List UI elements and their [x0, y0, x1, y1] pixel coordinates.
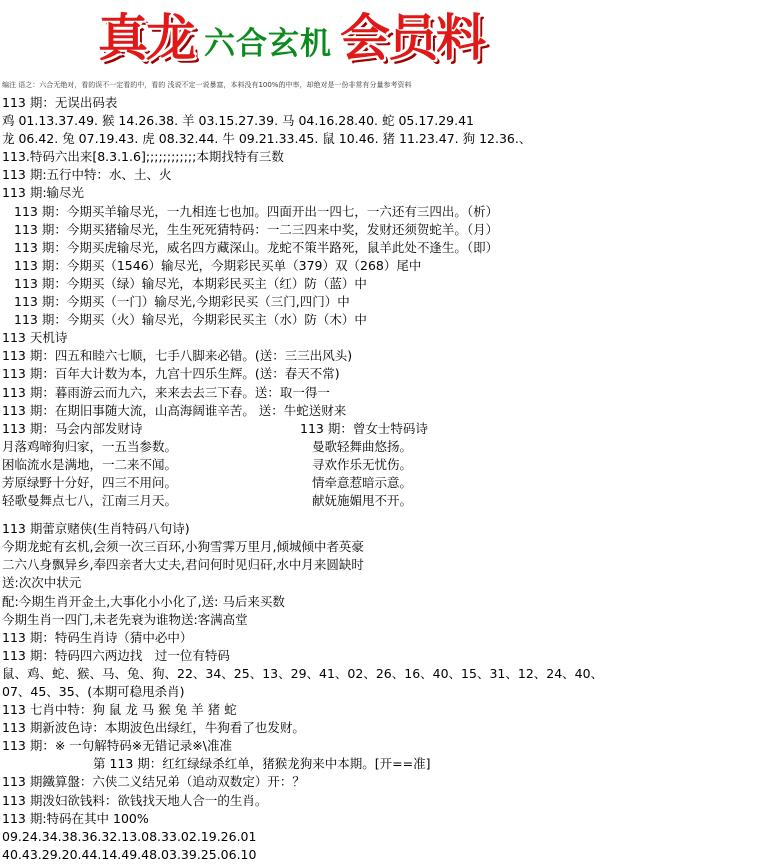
text-line: 113 期泼妇欲钱料：欲钱找天地人合一的生肖。 [2, 792, 268, 808]
text-line: 113 期：今期买（火）输尽光，今期彩民买主（水）防（木）中 [14, 312, 367, 328]
text-line: 113 期:五行中特：水、土、火 [2, 167, 172, 183]
article-body [2, 94, 772, 864]
text-line: 113 期：今期买（一门）输尽光,今期彩民买（三门,四门）中 [14, 294, 350, 310]
poem-left-line: 月落鸡啼狗归家，一五当参数。 [2, 438, 178, 454]
text-line: 配:今期生肖开金土,大事化小小化了,送: 马后来买数 [2, 593, 285, 609]
poem-left-line: 轻歌曼舞点七八，江南三月天。 [2, 493, 178, 509]
poem-right-line: 113 期：曾女士特码诗 [300, 420, 428, 436]
text-line: 鸡 01.13.37.49. 猴 14.26.38. 羊 03.15.27.39. 马 04.16.28.40. 蛇 05.17.29.41 [2, 113, 474, 129]
text-line: 113 期：今期买（绿）输尽光，本期彩民买主（红）防（蓝）中 [14, 275, 367, 291]
poem-right-line: 寻欢作乐无忧伤。 [312, 456, 413, 472]
text-line: 113 期：无误出码表 [2, 95, 118, 110]
text-line: 113 期:输尽光 [2, 185, 85, 201]
banner-title-part2: 六合玄机 [204, 26, 332, 62]
text-line: 113 期：在期旧事随大流，山高海阔谁辛苦。 送：牛蛇送财来 [2, 402, 347, 418]
text-line: 113 期：今期买猪输尽光，生生死死猜特码：一二三四来中奖，发财还须贺蛇羊。（月） [14, 221, 499, 237]
text-line: 113 期新波色诗：本期波色出绿红，牛狗看了也发财。 [2, 720, 305, 736]
text-line: 鼠、鸡、蛇、猴、马、兔、狗、22、34、25、13、29、41、02、26、16、40、15、31、12、24、40、 [2, 665, 604, 681]
poem-left-line: 芳原绿野十分好，四三不用问。 [2, 474, 178, 490]
text-line: 113 期：暮雨游云而九六，来来去去三下春。送：取一得一 [2, 384, 330, 400]
poem-row [2, 474, 772, 492]
text-line: 113 期鐵算盤：六侠二义结兄弟（追动双数定）开：？ [2, 774, 305, 790]
text-line: 113 期：※ 一句解特码※无错记录※\准准 [2, 738, 232, 754]
text-line: 113 天机诗 [2, 330, 68, 346]
text-line: 113 期：百年大计数为本，九宫十四乐生辉。(送：春天不常) [2, 366, 340, 382]
header-banner [0, 0, 775, 78]
text-line: 113.特码六出来[8.3.1.6];;;;;;;;;;;;本期找特有三数 [2, 149, 284, 165]
text-line: 113 期：四五和睦六七顺，七手八脚来必错。(送：三三出风头) [2, 348, 353, 364]
text-line: 送:次次中状元 [2, 575, 82, 591]
text-line: 09.24.34.38.36.32.13.08.33.02.19.26.01 [2, 828, 257, 844]
text-line: 113 期:特码在其中 100% [2, 810, 149, 826]
banner-title-part3: 会员料 [340, 9, 484, 67]
text-line: 40.43.29.20.44.14.49.48.03.39.25.06.10 [2, 846, 257, 862]
text-line: 今期龙蛇有玄机,会须一次三百环,小狗雪霁万里月,倾城倾中者英豪 [2, 539, 364, 555]
banner-title-part1: 真龙 [98, 9, 194, 67]
poem-row [2, 420, 772, 438]
poem-row [2, 456, 772, 474]
text-line: 今期生肖一四门,未老先衰为谁物送:客满高堂 [2, 611, 248, 627]
text-line: 二六八身飘异乡,奉四亲者大丈夫,君问何时见归矸,水中月来圆缺时 [2, 557, 364, 573]
spacer [2, 510, 772, 520]
text-line: 07、45、35、(本期可稳甩杀肖) [2, 684, 185, 699]
poem-left-line: 困临流水是满地，一二来不闻。 [2, 456, 178, 472]
text-line: 113 期蕾京赌侠(生肖特码八句诗) [2, 521, 190, 537]
text-line: 113 期：今期买（1546）输尽光，今期彩民买单（379）双（268）尾中 [14, 257, 422, 273]
text-line: 龙 06.42. 兔 07.19.43. 虎 08.32.44. 牛 09.21.33.45. 鼠 10.46. 猪 11.23.47. 狗 12.36.、 [2, 131, 532, 147]
poem-left-line: 113 期：马会内部发财诗 [2, 420, 143, 436]
text-line: 113 期：今期买虎输尽光，威名四方藏深山。龙蛇不策半路死，鼠羊此处不逢生。（即） [14, 239, 499, 255]
poem-right-line: 曼歌轻舞曲悠扬。 [312, 438, 413, 454]
disclaimer-notice: 编注 语之：六合无绝对，看的误不一定看的中，看的 浅说不定一说暴富，本料没有100%的中率，却绝对是一份非常有分量参考资料 [2, 81, 412, 89]
poem-right-line: 献妩施媚甩不开。 [312, 493, 413, 509]
text-line: 113 期：今期买羊输尽光，一九相连七也加。四面开出一四七，一六还有三四出。（析） [14, 203, 499, 219]
poem-row [2, 492, 772, 510]
text-line: 113 期：特码四六两边找 过一位有特码 [2, 647, 230, 663]
text-line: 第 113 期：红红绿绿杀红单，猪猴龙狗来中本期。[开==准] [93, 756, 431, 772]
poem-row [2, 438, 772, 456]
poem-right-line: 情牵意惹暗示意。 [312, 474, 413, 490]
text-line: 113 期：特码生肖诗（猜中必中） [2, 629, 193, 645]
text-line: 113 七肖中特：狗 鼠 龙 马 猴 兔 羊 猪 蛇 [2, 702, 237, 718]
